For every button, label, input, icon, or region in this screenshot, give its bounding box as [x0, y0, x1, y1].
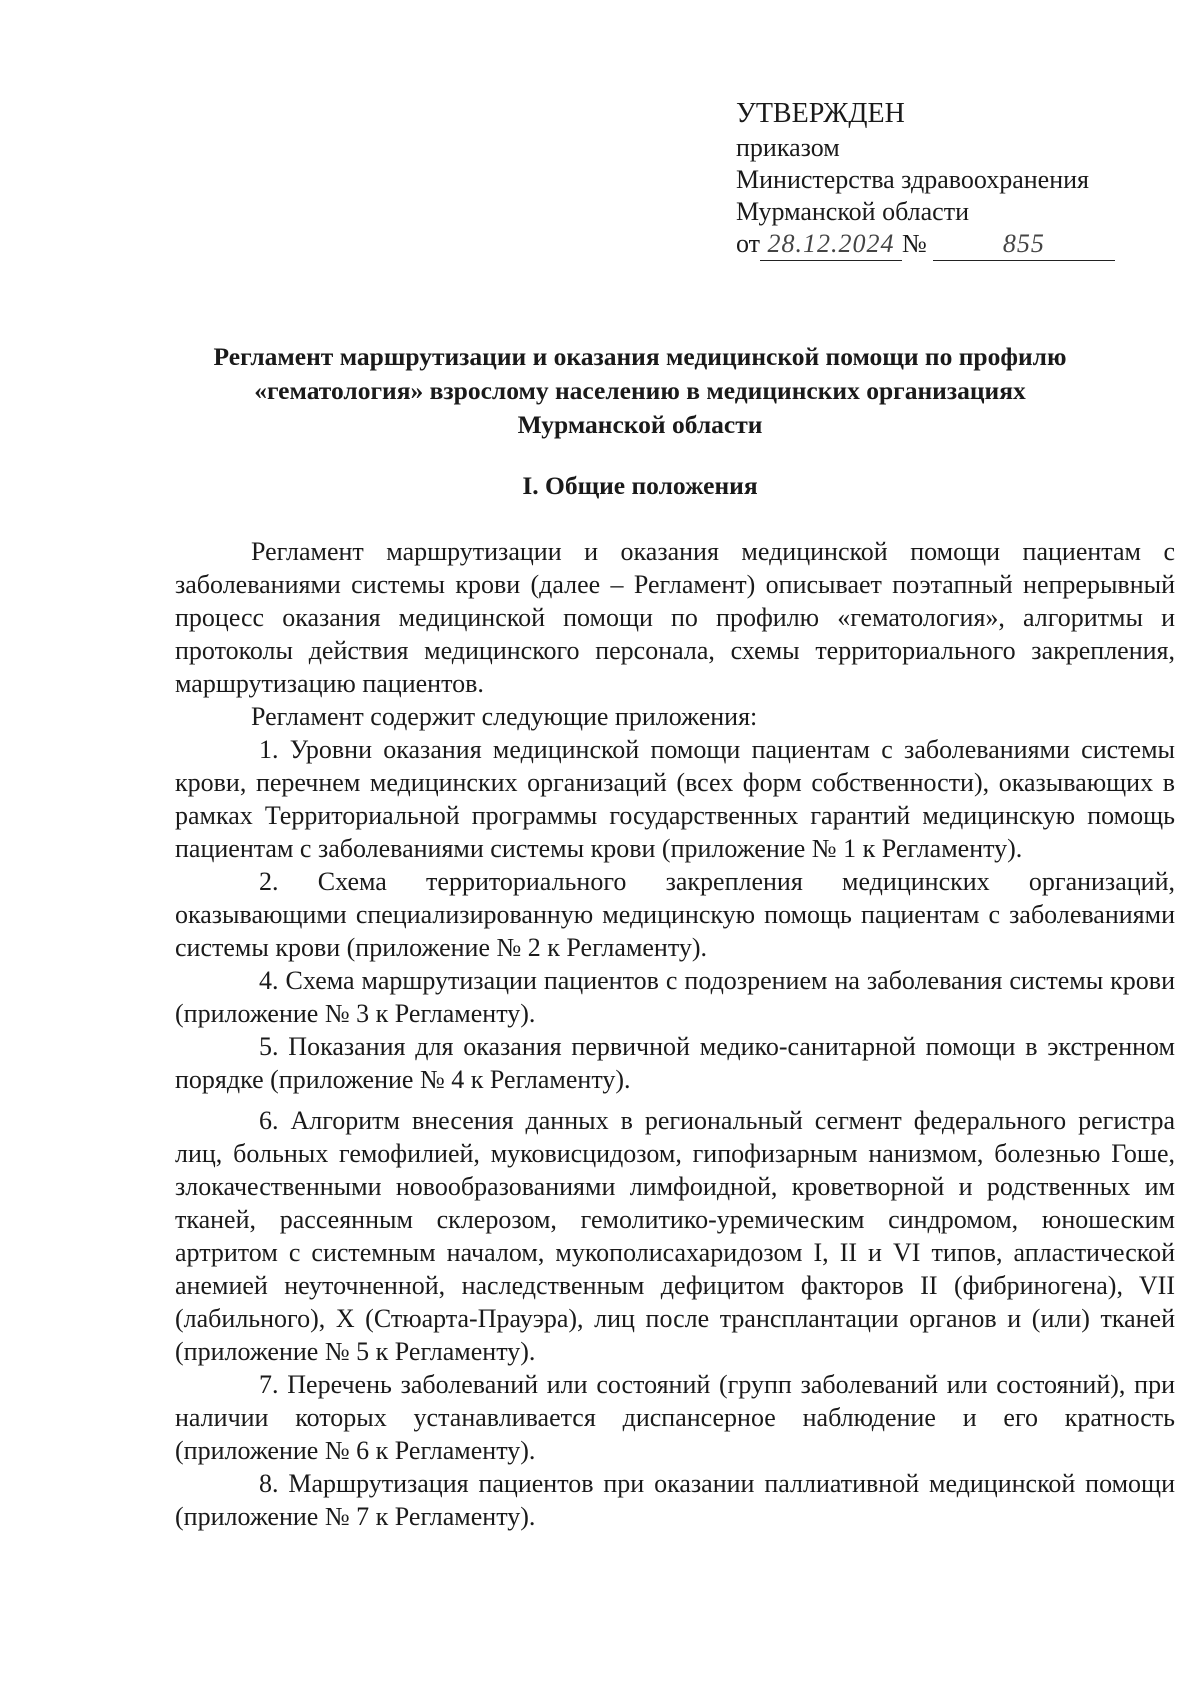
intro-paragraph: Регламент маршрутизации и оказания медицинской помощи пациентам с заболеваниями системы крови (далее – Регламент) описывает поэтапный непрерывный процесс оказания медицинской помощи по профилю «гематология», алгоритмы и протоколы действия медицинского персонала, схемы территориального закрепления, маршрутизацию пациентов.	[175, 537, 1175, 698]
handwritten-date: 28.12.2024	[760, 228, 902, 261]
list-item: 1. Уровни оказания медицинской помощи пациентам с заболеваниями системы крови, перечнем медицинских организаций (всех форм собственности), оказывающих в рамках Территориальной программы государственных гарантий медицинскую помощь пациентам с заболеваниями системы крови (приложение № 1 к Регламенту).	[175, 735, 1175, 863]
list-intro: Регламент содержит следующие приложения:	[251, 702, 758, 731]
approval-date-number-line	[736, 228, 1115, 261]
list-item: 4. Схема маршрутизации пациентов с подозрением на заболевания системы крови (приложение № 3 к Регламенту).	[175, 966, 1175, 1028]
section-heading: I. Общие положения	[522, 471, 758, 500]
approval-line-ministry: Министерства здравоохранения	[736, 165, 1089, 194]
approval-from-label: от	[736, 229, 761, 258]
approval-heading: УТВЕРЖДЕН	[736, 98, 905, 129]
list-item: 2. Схема территориального закрепления медицинских организаций, оказывающими специализированную медицинскую помощь пациентам с заболеваниями системы крови (приложение № 2 к Регламенту).	[175, 867, 1175, 962]
approval-line-order: приказом	[736, 133, 840, 162]
list-item: 7. Перечень заболеваний или состояний (групп заболеваний или состояний), при наличии которых устанавливается диспансерное наблюдение и его кратность (приложение № 6 к Регламенту).	[175, 1370, 1175, 1465]
handwritten-number: 855	[933, 228, 1115, 261]
approval-number-label: №	[902, 229, 927, 258]
list-item: 6. Алгоритм внесения данных в региональный сегмент федерального регистра лиц, больных гемофилией, муковисцидозом, гипофизарным нанизмом, болезнью Гоше, злокачественными новообразованиями лимфоидной, кроветворной и родственных им тканей, рассеянным склерозом, гемолитико-уремическим синдромом, юношеским артритом с системным началом, мукополисахаридозом I, II и VI типов, апластической анемией неуточненной, наследственным дефицитом факторов II (фибриногена), VII (лабильного), X (Стюарта-Прауэра), лиц после трансплантации органов и (или) тканей (приложение № 5 к Регламенту).	[175, 1106, 1176, 1366]
approval-block	[736, 98, 1115, 261]
document-title: Регламент маршрутизации и оказания медицинской помощи по профилю «гематология» взрослому населению в медицинских организациях Мурманской области	[213, 342, 1067, 439]
list-item: 8. Маршрутизация пациентов при оказании паллиативной медицинской помощи (приложение № 7 к Регламенту).	[175, 1469, 1175, 1531]
document-body	[175, 535, 1175, 1533]
list-item: 5. Показания для оказания первичной медико-санитарной помощи в экстренном порядке (приложение № 4 к Регламенту).	[175, 1032, 1175, 1094]
approval-line-region: Мурманской области	[736, 197, 969, 226]
